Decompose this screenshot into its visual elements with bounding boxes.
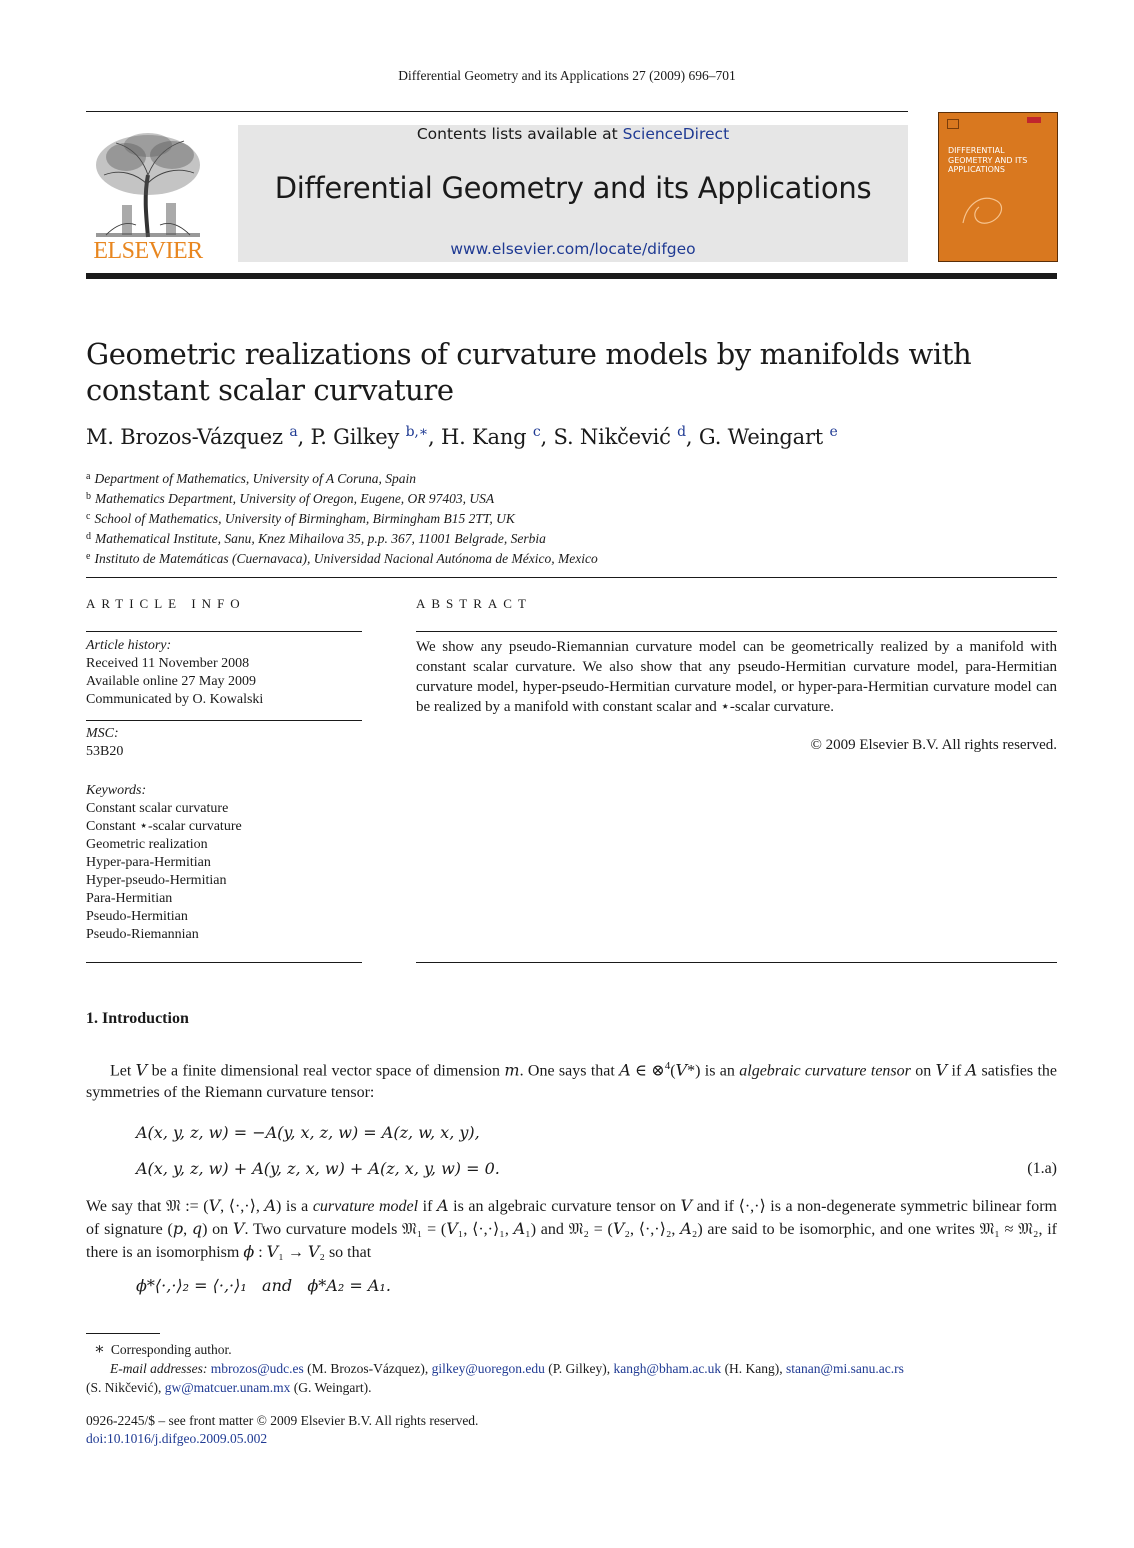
issn-line: 0926-2245/$ – see front matter © 2009 Elsevier B.V. All rights reserved.: [86, 1413, 479, 1428]
keyword: Constant ⋆-scalar curvature: [86, 819, 242, 834]
affiliation: $^b$ Mathematics Department, University of Oregon, Eugene, OR 97403, USA: [86, 491, 495, 506]
history-item: Communicated by O. Kowalski: [86, 692, 264, 707]
affiliation-link[interactable]: a: [289, 424, 298, 440]
keyword: Pseudo-Hermitian: [86, 909, 188, 924]
keyword: Geometric realization: [86, 837, 208, 852]
history-item: Received 11 November 2008: [86, 656, 250, 671]
affiliation: $^e$ Instituto de Matemáticas (Cuernavaca), Universidad Nacional Autónoma de México, Mexico: [86, 551, 598, 566]
section-heading: 1. Introduction: [86, 1010, 189, 1027]
abstract-bottom-rule: [416, 962, 1057, 963]
intro-paragraph-2: We say that 𝔐 := (V, ⟨·,·⟩, A) is a curvature model if A is an algebraic curvature tensor on V and if ⟨·,·⟩ is a non-degenerate symmetric bilinear form of signature (p, q) on V. Two curvature models 𝔐₁ = (V₁, ⟨·,·⟩₁, A₁) and 𝔐₂ = (V₂, ⟨·,·⟩₂, A₂) are said to be isomorphic, and one writes 𝔐₁ ≈ 𝔐₂, if there is an isomorphism ϕ : V₁ → V₂ so that: [86, 1196, 1058, 1261]
paper-title: Geometric realizations of curvature models by manifolds with constant scalar curvature: [86, 337, 972, 407]
affiliation: $^c$ School of Mathematics, University of Birmingham, Birmingham B15 2TT, UK: [86, 511, 515, 526]
affiliation-link[interactable]: b,∗: [405, 424, 428, 440]
article-info-label: ARTICLE INFO: [86, 596, 246, 611]
elsevier-wordmark: ELSEVIER: [93, 238, 203, 264]
affiliation: $^d$ Mathematical Institute, Sanu, Knez Mihailova 35, p.p. 367, 11001 Belgrade, Serbia: [86, 531, 546, 546]
abstract-text: We show any pseudo-Riemannian curvature model can be geometrically realized by a manifold with constant scalar curvature. We also show that any pseudo-Hermitian curvature model, para-Hermitian curvature model, hyper-pseudo-Hermitian curvature model, or hyper-para-Hermitian curvature model can be realized by a manifold with constant scalar and ⋆-scalar curvature.: [416, 639, 1057, 715]
article-info-rule: [86, 631, 362, 632]
history-item: Available online 27 May 2009: [86, 674, 257, 689]
intro-paragraph-1: Let V be a finite dimensional real vector space of dimension m. One says that A ∈ ⊗$^4$(V*) is an algebraic curvature tensor on V if A satisfies the symmetries of the Riemann curvature tensor:: [86, 1060, 1057, 1102]
author: P. Gilkey $^{b,∗}$,: [310, 424, 435, 449]
affiliation-link[interactable]: e: [829, 424, 838, 440]
asterisk-icon: ∗: [94, 1341, 105, 1358]
section-rule: [86, 577, 1057, 578]
email-link[interactable]: stanan@mi.sanu.ac.rs: [786, 1361, 904, 1376]
doi-link[interactable]: doi:10.1016/j.difgeo.2009.05.002: [86, 1431, 268, 1446]
author-list: [86, 424, 1046, 449]
equation-line: A(x, y, z, w) = −A(y, x, z, w) = A(z, w, x, y),: [136, 1123, 480, 1142]
email-link[interactable]: gw@matcuer.unam.mx: [164, 1380, 291, 1395]
affiliation: $^a$ Department of Mathematics, University of A Coruna, Spain: [86, 471, 417, 486]
keyword: Hyper-pseudo-Hermitian: [86, 873, 227, 888]
keyword: Pseudo-Riemannian: [86, 927, 199, 942]
email-footnote-cont: (S. Nikčević), gw@matcuer.unam.mx (G. Weingart).: [86, 1380, 372, 1395]
email-link[interactable]: mbrozos@udc.es: [210, 1361, 304, 1376]
contents-line: [238, 125, 908, 143]
keyword: Para-Hermitian: [86, 891, 173, 906]
corresponding-footnote: ∗ Corresponding author.: [94, 1341, 232, 1358]
equation-line: A(x, y, z, w) + A(y, z, x, w) + A(z, x, y, w) = 0.: [136, 1159, 500, 1178]
msc-block: MSC: 53B20: [86, 725, 362, 761]
keyword: Hyper-para-Hermitian: [86, 855, 211, 870]
front-matter: [86, 1412, 478, 1448]
keywords-block: Keywords: Constant scalar curvature Constant ⋆-scalar curvature Geometric realization Hyper-para-Hermitian Hyper-pseudo-Hermitian Para-Hermitian Pseudo-Hermitian Pseudo-Riemannian: [86, 782, 362, 944]
journal-url-link[interactable]: www.elsevier.com/locate/difgeo: [450, 240, 696, 258]
author: H. Kang $^c$,: [440, 424, 548, 449]
sciencedirect-link[interactable]: ScienceDirect: [622, 125, 730, 143]
equation-number: (1.a): [1027, 1160, 1057, 1177]
cover-figure-icon: [953, 183, 1013, 233]
email-footnote: E-mail addresses: mbrozos@udc.es (M. Brozos-Vázquez), gilkey@uoregon.edu (P. Gilkey), kangh@bham.ac.uk (H. Kang), stanan@mi.sanu.ac.rs: [110, 1361, 904, 1376]
cover-title: DIFFERENTIAL GEOMETRY AND ITS APPLICATIONS: [948, 146, 1028, 174]
header-bottom-rule: [86, 273, 1057, 279]
header-top-rule: [86, 111, 908, 112]
abstract-rule: [416, 631, 1057, 632]
footnotes: [86, 1340, 1057, 1397]
email-link[interactable]: gilkey@uoregon.edu: [431, 1361, 545, 1376]
author: S. Nikčević $^d$,: [553, 424, 693, 449]
email-link[interactable]: kangh@bham.ac.uk: [613, 1361, 722, 1376]
abstract-label: ABSTRACT: [416, 596, 532, 611]
keyword: Constant scalar curvature: [86, 801, 229, 816]
journal-cover-image: [938, 112, 1058, 262]
journal-reference: Differential Geometry and its Applications 27 (2009) 696–701: [398, 68, 736, 83]
affiliations: [86, 468, 598, 568]
affiliation-link[interactable]: d: [677, 424, 686, 440]
article-history: Article history: Received 11 November 2008 Available online 27 May 2009 Communicated by O. Kowalski: [86, 637, 362, 709]
journal-title: Differential Geometry and its Applications: [274, 171, 872, 205]
article-info-bottom-rule: [86, 962, 362, 963]
footnote-rule: [86, 1333, 160, 1334]
equation-line: ϕ*⟨·,·⟩₂ = ⟨·,·⟩₁ and ϕ*A₂ = A₁.: [136, 1276, 391, 1295]
msc-rule: [86, 720, 362, 721]
contents-prefix: Contents lists available at: [416, 125, 623, 143]
msc-code: 53B20: [86, 744, 124, 759]
author: G. Weingart $^e$: [698, 424, 838, 449]
abstract-copyright: © 2009 Elsevier B.V. All rights reserved.: [810, 737, 1057, 753]
author: M. Brozos-Vázquez $^a$,: [86, 424, 305, 449]
affiliation-link[interactable]: c: [532, 424, 541, 440]
